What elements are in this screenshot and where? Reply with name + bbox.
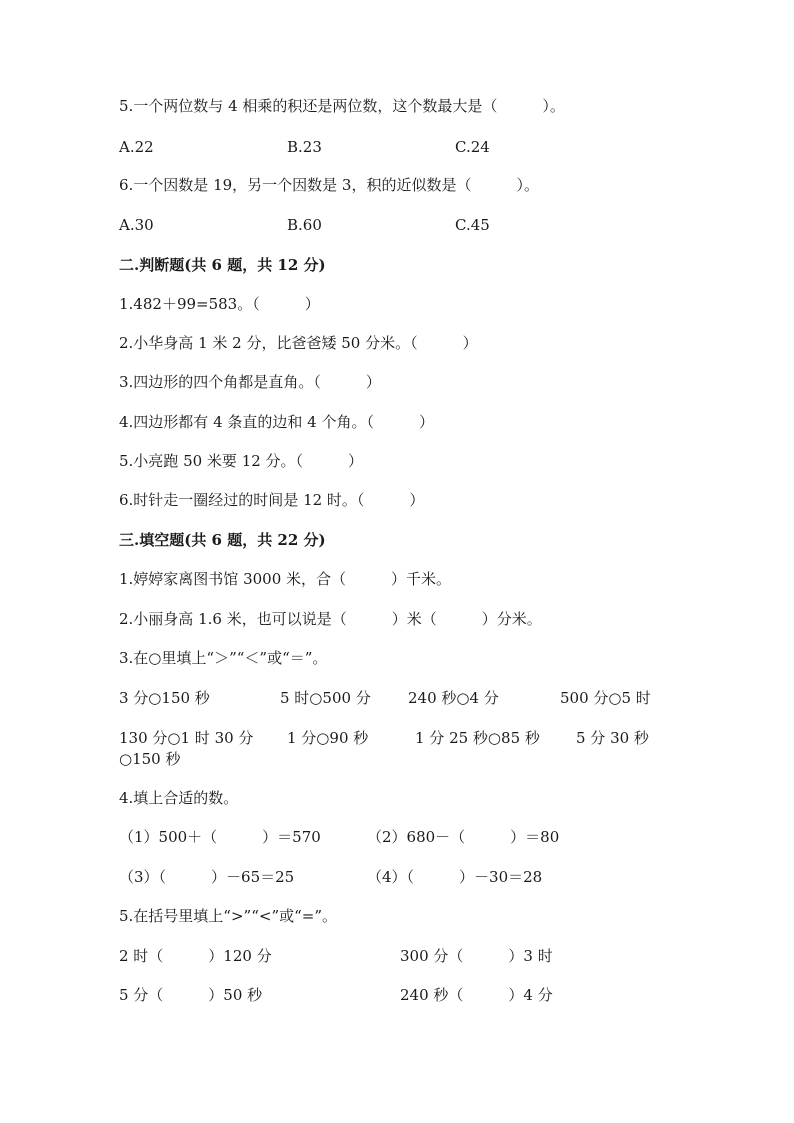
fill-question-5: 5.在括号里填上“>”“<”或“=”。: [119, 907, 338, 925]
fill-question-4: 4.填上合适的数。: [119, 789, 239, 807]
compare-item: 5 分 30 秒: [576, 729, 649, 747]
compare-item: 1 分○90 秒: [287, 729, 369, 747]
compare-item: 240 秒（ ）4 分: [400, 986, 553, 1004]
equation-item: （4）（ ）－30＝28: [367, 868, 543, 886]
equation-item: （1）500＋（ ）＝570: [119, 828, 321, 846]
judge-item-4: 4.四边形都有 4 条直的边和 4 个角。（ ）: [119, 413, 434, 431]
question-s1-6: 6.一个因数是 19，另一个因数是 3，积的近似数是（ ）。: [119, 176, 539, 194]
compare-item: 1 分 25 秒○85 秒: [415, 729, 540, 747]
fill-question-1: 1.婷婷家离图书馆 3000 米，合（ ）千米。: [119, 570, 452, 588]
judge-item-3: 3.四边形的四个角都是直角。（ ）: [119, 373, 381, 391]
compare-item: 5 时○500 分: [280, 689, 371, 707]
option-a: A.22: [119, 138, 154, 156]
compare-item: 240 秒○4 分: [408, 689, 499, 707]
option-a: A.30: [119, 216, 154, 234]
fill-question-3: 3.在○里填上“＞”“＜”或“＝”。: [119, 649, 328, 667]
compare-item-continued: ○150 秒: [119, 750, 181, 768]
compare-item: 130 分○1 时 30 分: [119, 729, 254, 747]
option-c: C.45: [455, 216, 490, 234]
section-heading-fill: 三.填空题(共 6 题，共 22 分): [119, 531, 326, 549]
judge-item-2: 2.小华身高 1 米 2 分，比爸爸矮 50 分米。（ ）: [119, 334, 478, 352]
compare-item: 500 分○5 时: [560, 689, 651, 707]
judge-item-5: 5.小亮跑 50 米要 12 分。（ ）: [119, 452, 364, 470]
equation-item: （2）680－（ ）＝80: [367, 828, 560, 846]
judge-item-6: 6.时针走一圈经过的时间是 12 时。（ ）: [119, 491, 425, 509]
compare-item: 2 时（ ）120 分: [119, 947, 272, 965]
fill-question-2: 2.小丽身高 1.6 米，也可以说是（ ）米（ ）分米。: [119, 610, 542, 628]
section-heading-judge: 二.判断题(共 6 题，共 12 分): [119, 256, 326, 274]
option-b: B.23: [287, 138, 322, 156]
equation-item: （3）（ ）－65＝25: [119, 868, 295, 886]
compare-item: 300 分（ ）3 时: [400, 947, 553, 965]
judge-item-1: 1.482＋99=583。（ ）: [119, 295, 320, 313]
question-s1-5: 5.一个两位数与 4 相乘的积还是两位数，这个数最大是（ ）。: [119, 97, 565, 115]
option-b: B.60: [287, 216, 322, 234]
compare-item: 3 分○150 秒: [119, 689, 210, 707]
compare-item: 5 分（ ）50 秒: [119, 986, 263, 1004]
option-c: C.24: [455, 138, 490, 156]
